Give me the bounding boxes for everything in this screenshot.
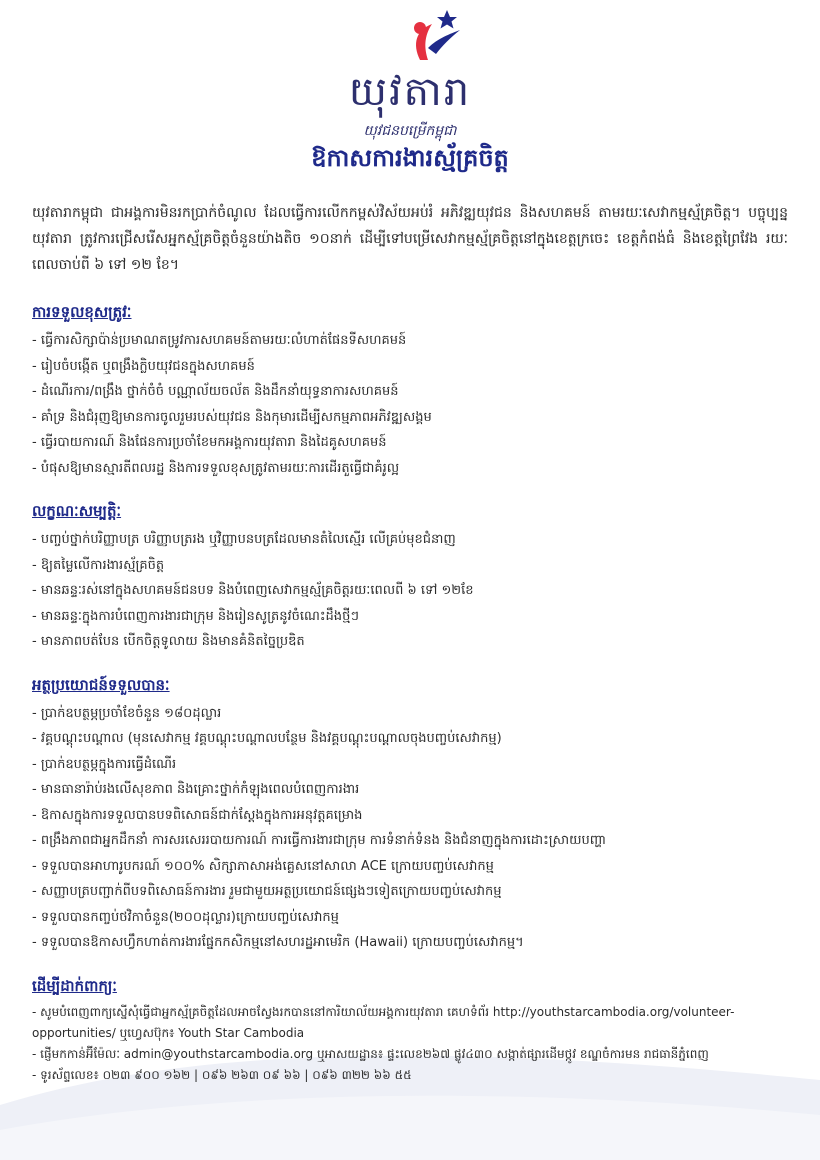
list-item: - ផ្ញើមកកាន់អ៊ីម៉ែលៈ admin@youthstarcambodia.org ឬអាសយដ្ឋាន៖ ផ្ទះលេខ២៦៧ ផ្លូវ៤៣០ សង្កាត់ផ្សារដើមថ្កូវ ខណ្ឌចំការមន រាជធានីភ្នំពេញ <box>32 1044 788 1065</box>
list-item: - ធ្វើការសិក្សាប៉ាន់ប្រមាណតម្រូវការសហគមន៍តាមរយៈលំហាត់ផែនទីសហគមន៍ <box>32 328 788 354</box>
duties-section <box>32 300 788 481</box>
youth-star-logo <box>0 8 820 140</box>
list-item: - ទទួលបានកញ្ចប់ថវិកាចំនួន(២០០ដុល្លារ)ក្រោយបញ្ចប់សេវាកម្ម <box>32 905 788 931</box>
list-item: - ទូរស័ព្ទលេខ៖ ០២៣ ៩០០ ១៦២ | ០៩៦ ២៦៣ ០៩ ៦៦ | ០៩៦ ៣២២ ៦៦ ៥៥ <box>32 1065 788 1086</box>
list-item: - ទទួលបានអាហារូបករណ៍ ១០០% សិក្សាភាសាអង់គ្លេសនៅសាលា ACE ក្រោយបញ្ចប់សេវាកម្ម <box>32 854 788 880</box>
list-item: - ប្រាក់ឧបត្ថម្ភក្នុងការធ្វើដំណើរ <box>32 752 788 778</box>
list-item: - ធ្វើរបាយការណ៍ និងផែនការប្រចាំខែមកអង្គការយុវតារា និងដៃគូសហគមន៍ <box>32 430 788 456</box>
document-body <box>32 200 788 1104</box>
list-item: - ប្រាក់ឧបត្ថម្ភប្រចាំខែចំនួន ១៨០ដុល្លារ <box>32 701 788 727</box>
benefits-heading: អត្ថប្រយោជន៍ទទួលបានៈ <box>32 675 170 694</box>
page-title: ឱកាសការងារស្ម័គ្រចិត្ត <box>311 144 509 172</box>
list-item: - សញ្ញាបត្របញ្ជាក់ពីបទពិសោធន៍ការងារ រួមជាមួយអត្ថប្រយោជន៍ផ្សេងៗទៀតក្រោយបញ្ចប់សេវាកម្ម <box>32 879 788 905</box>
qualifications-section <box>32 499 788 655</box>
list-item: - វគ្គបណ្តុះបណ្តាល (មុនសេវាកម្ម វគ្គបណ្តុះបណ្តាលបន្ថែម និងវគ្គបណ្តុះបណ្តាលចុងបញ្ចប់សេវាកម្ម) <box>32 726 788 752</box>
youth-star-mark-icon <box>300 8 520 68</box>
list-item: - បំផុសឱ្យមានស្មារតីពលរដ្ឋ និងការទទួលខុសត្រូវតាមរយៈការដើរតួធ្វើជាគំរូល្អ <box>32 456 788 482</box>
list-item: - ទទួលបានឱកាសហ្វឹកហាត់ការងារផ្នែកកសិកម្មនៅសហរដ្ឋអាមេរិក (Hawaii) ក្រោយបញ្ចប់សេវាកម្ម។ <box>32 930 788 956</box>
qualifications-heading: លក្ខណៈសម្បត្តិៈ <box>32 502 122 520</box>
list-item: - ពង្រឹងភាពជាអ្នកដឹកនាំ ការសរសេររបាយការណ៍ ការធ្វើការងារជាក្រុម ការទំនាក់ទំនង និងជំនាញក្នុងការដោះស្រាយបញ្ហា <box>32 828 788 854</box>
benefits-section <box>32 673 788 956</box>
list-item: - ឱកាសក្នុងការទទួលបានបទពិសោធន៍ជាក់ស្តែងក្នុងការអនុវត្តគម្រោង <box>32 803 788 829</box>
list-item: - ឱ្យតម្លៃលើការងារស្ម័គ្រចិត្ត <box>32 553 788 579</box>
logo-subtitle: យុវជនបម្រើកម្ពុជា <box>363 123 457 139</box>
apply-heading: ដើម្បីដាក់ពាក្យៈ <box>32 976 117 995</box>
list-item: - មានភាពបត់បែន បើកចិត្តទូលាយ និងមានគំនិតច្នៃប្រឌិត <box>32 629 788 655</box>
list-item: - សូមបំពេញពាក្យស្នើសុំធ្វើជាអ្នកស្ម័គ្រចិត្តដែលអាចស្វែងរកបាននៅការិយាល័យអង្គការយុវតារា គេហទំព័រ http://youthstarcambodia.org/volunteer-opportunities/ ឬហ្វេសប៊ុក៖ Youth Star Cambodia <box>32 1002 788 1044</box>
intro-paragraph: យុវតារាកម្ពុជា ជាអង្គការមិនរកប្រាក់ចំណូល ដែលធ្វើការលើកកម្ពស់វិស័យអប់រំ អភិវឌ្ឍយុវជន និងសហគមន៍ តាមរយៈសេវាកម្មស្ម័គ្រចិត្ត។ បច្ចុប្បន្ន យុវតារា ត្រូវការជ្រើសរើសអ្នកស្ម័គ្រចិត្តចំនួនយ៉ាងតិច ១០នាក់ ដើម្បីទៅបម្រើសេវាកម្មស្ម័គ្រចិត្តនៅក្នុងខេត្តក្រចេះ ខេត្តកំពង់ធំ និងខេត្តព្រៃវែង រយៈពេលចាប់ពី ៦ ទៅ ១២ ខែ។ <box>32 205 788 273</box>
list-item: - ដំណើរការ/ពង្រឹង ថ្នាក់ចំចំ បណ្ណាល័យចល័ត និងដឹកនាំយុទ្ធនាការសហគមន៍ <box>32 379 788 405</box>
list-item: - មានឆន្ទៈរស់នៅក្នុងសហគមន៍ជនបទ និងបំពេញសេវាកម្មស្ម័គ្រចិត្តរយៈពេលពី ៦ ទៅ ១២ខែ <box>32 578 788 604</box>
logo-name: យុវតារា <box>348 69 472 115</box>
list-item: - បញ្ចប់ថ្នាក់បរិញ្ញាបត្រ បរិញ្ញាបត្ររង ឬវិញ្ញាបនបត្រដែលមានតំលៃស្មើរ លើគ្រប់មុខជំនាញ <box>32 527 788 553</box>
list-item: - មានឆន្ទៈក្នុងការបំពេញការងារជាក្រុម និងរៀនសូត្រនូវចំណេះដឹងថ្មីៗ <box>32 604 788 630</box>
apply-section <box>32 974 788 1086</box>
list-item: - គាំទ្រ និងជំរុញឱ្យមានការចូលរួមរបស់យុវជន និងកុមារដើម្បីសកម្មភាពអភិវឌ្ឍសង្គម <box>32 405 788 431</box>
list-item: - រៀបចំបង្កើត ឬពង្រឹងក្លិបយុវជនក្នុងសហគមន៍ <box>32 354 788 380</box>
list-item: - មានធានារ៉ាប់រងលើសុខភាព និងគ្រោះថ្នាក់កំឡុងពេលបំពេញការងារ <box>32 777 788 803</box>
duties-heading: ការទទួលខុសត្រូវៈ <box>32 303 132 321</box>
